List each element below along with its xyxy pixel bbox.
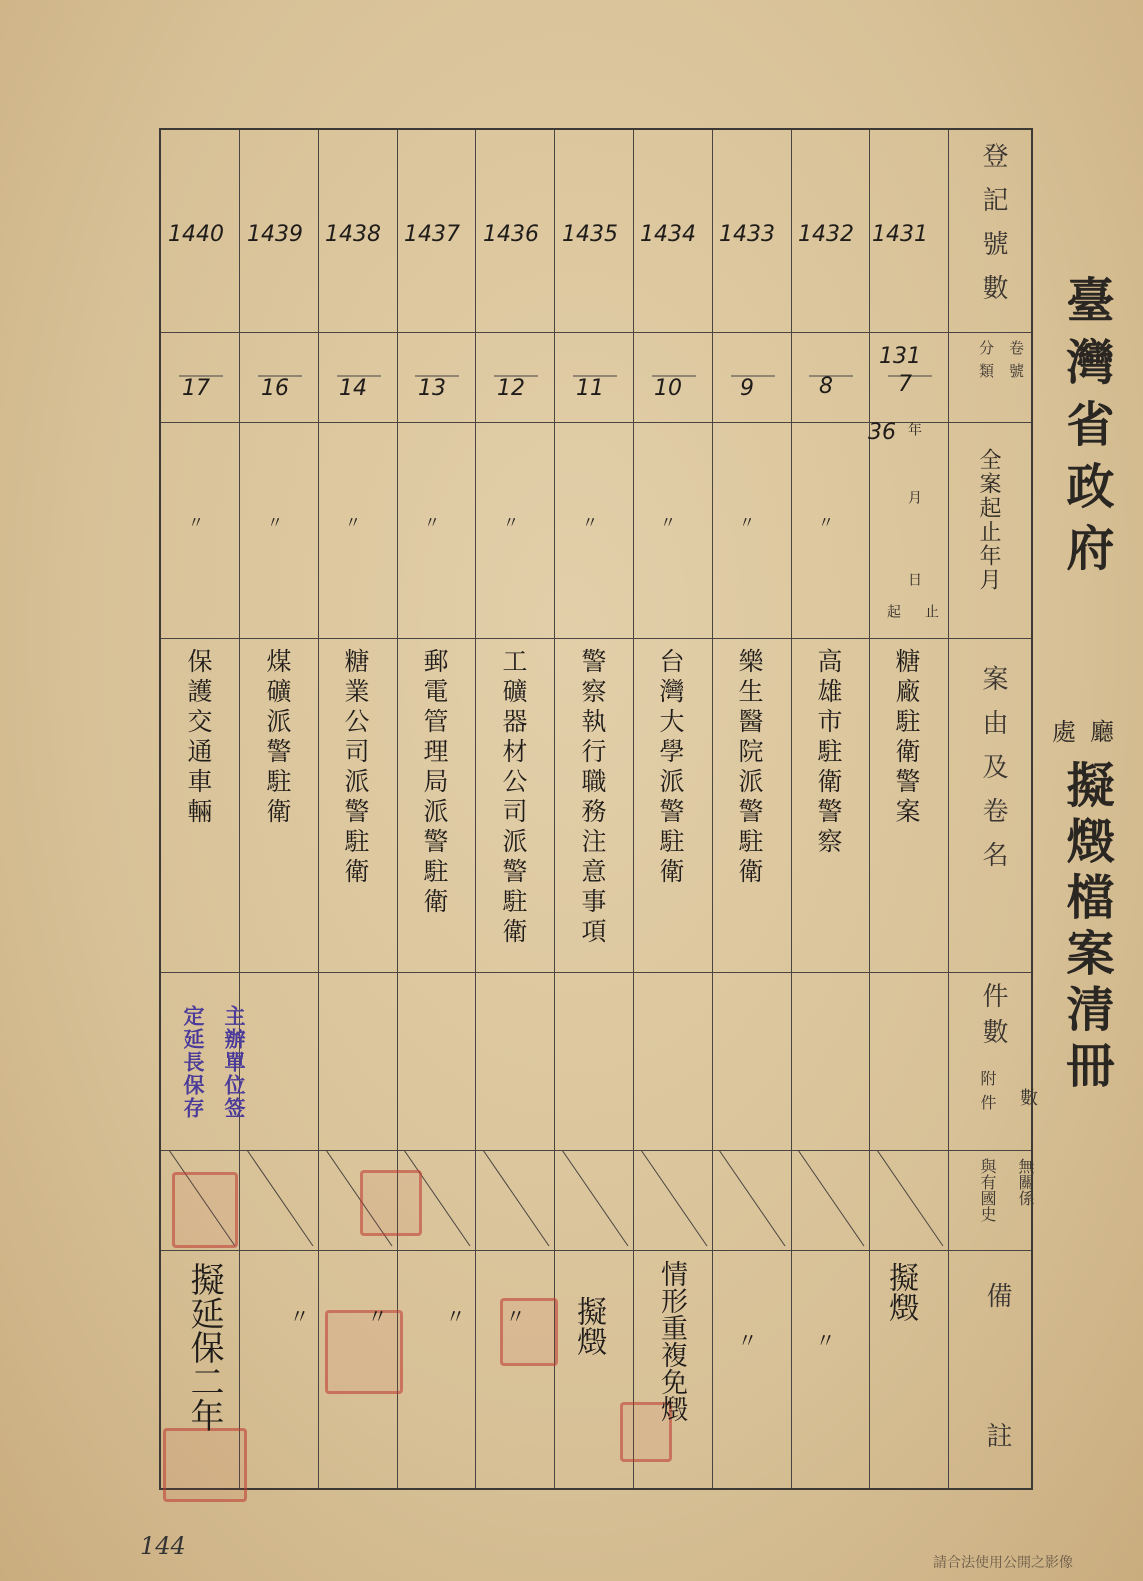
category-3: 9 bbox=[740, 376, 754, 401]
reg-no-1432: 1432 bbox=[798, 222, 854, 247]
remark-2: 〃 bbox=[812, 1330, 836, 1350]
header-reg-no: 登記號數 bbox=[978, 142, 1008, 318]
retention-stamp-line-1: 主辦單位签 bbox=[222, 1005, 247, 1120]
col-line bbox=[633, 130, 634, 1488]
remark-10: 擬延保二年 bbox=[184, 1262, 224, 1432]
remark-7: 〃 bbox=[442, 1306, 466, 1326]
period-year-label: 年 bbox=[906, 422, 922, 436]
category-4: 10 bbox=[654, 376, 682, 401]
row-line bbox=[161, 1250, 1031, 1251]
col-line bbox=[791, 130, 792, 1488]
ditto-mark: 〃 bbox=[344, 513, 362, 532]
reg-no-1433: 1433 bbox=[719, 222, 775, 247]
category-1: 7 bbox=[898, 372, 912, 397]
reg-no-1434: 1434 bbox=[640, 222, 696, 247]
remark-9: 〃 bbox=[286, 1306, 310, 1326]
case-title-8: 糖業公司派警駐衛 bbox=[341, 648, 370, 888]
header-relation-1: 無關係 bbox=[1016, 1158, 1035, 1206]
header-category: 分類 bbox=[977, 340, 995, 386]
case-title-1: 糖廠駐衛警案 bbox=[892, 648, 921, 828]
category-10: 17 bbox=[182, 376, 210, 401]
dept-suffix-chu: 處 bbox=[1052, 718, 1076, 746]
red-seal bbox=[360, 1170, 422, 1236]
remark-1: 擬燬 bbox=[883, 1262, 918, 1322]
header-file-no: 卷號 bbox=[1007, 340, 1025, 386]
case-title-9: 煤礦派警駐衛 bbox=[263, 648, 292, 828]
ditto-mark: 〃 bbox=[817, 513, 835, 532]
category-8: 14 bbox=[339, 376, 367, 401]
period-start-label: 起 bbox=[885, 604, 901, 618]
remark-8: 〃 bbox=[364, 1306, 388, 1326]
header-count: 件數 bbox=[978, 982, 1008, 1054]
header-relation-2: 與有國史 bbox=[978, 1158, 997, 1222]
document-title-sub: 擬燬檔案清冊 bbox=[1058, 760, 1114, 1096]
row-line bbox=[161, 972, 1031, 973]
ditto-mark: 〃 bbox=[659, 513, 677, 532]
header-period: 全案起止年月 bbox=[976, 448, 1001, 592]
col-line bbox=[712, 130, 713, 1488]
remark-5: 擬燬 bbox=[571, 1296, 606, 1356]
case-title-2: 高雄市駐衛警察 bbox=[814, 648, 843, 858]
col-line bbox=[554, 130, 555, 1488]
usage-watermark: 請合法使用公開之影像 bbox=[933, 1555, 1073, 1571]
category-6: 12 bbox=[497, 376, 525, 401]
retention-stamp-line-2: 定延長保存 bbox=[181, 1005, 206, 1120]
ditto-mark: 〃 bbox=[423, 513, 441, 532]
ditto-mark: 〃 bbox=[502, 513, 520, 532]
col-line bbox=[475, 130, 476, 1488]
category-7: 13 bbox=[418, 376, 446, 401]
reg-no-1431: 1431 bbox=[872, 222, 928, 247]
dept-suffix-ting: 廳 bbox=[1090, 718, 1114, 746]
remark-4: 情形重複免燬 bbox=[656, 1260, 687, 1422]
year-36: 36 bbox=[868, 420, 896, 445]
header-attach-count: 數 bbox=[1017, 1088, 1038, 1106]
reg-no-1439: 1439 bbox=[247, 222, 303, 247]
col-line bbox=[948, 130, 949, 1488]
case-title-4: 台灣大學派警駐衛 bbox=[656, 648, 685, 888]
header-attach: 附件 bbox=[978, 1070, 997, 1118]
case-title-5: 警察執行職務注意事項 bbox=[578, 648, 607, 948]
ditto-mark: 〃 bbox=[266, 513, 284, 532]
col-line bbox=[318, 130, 319, 1488]
period-day-label: 日 bbox=[906, 572, 922, 586]
header-case-title: 案由及卷名 bbox=[978, 665, 1008, 885]
remark-6: 〃 bbox=[502, 1306, 526, 1326]
category-2: 8 bbox=[819, 374, 833, 399]
reg-no-1438: 1438 bbox=[325, 222, 381, 247]
page-number: 144 bbox=[140, 1532, 186, 1560]
reg-no-1436: 1436 bbox=[483, 222, 539, 247]
category-9: 16 bbox=[261, 376, 289, 401]
period-month-label: 月 bbox=[906, 490, 922, 504]
row-line bbox=[161, 332, 1031, 333]
remark-3: 〃 bbox=[734, 1330, 758, 1350]
document-title-main: 臺灣省政府 bbox=[1058, 275, 1114, 585]
ditto-mark: 〃 bbox=[581, 513, 599, 532]
relation-strikes bbox=[161, 1150, 1031, 1250]
case-title-3: 樂生醫院派警駐衛 bbox=[735, 648, 764, 888]
case-title-7: 郵電管理局派警駐衛 bbox=[420, 648, 449, 918]
col-line bbox=[397, 130, 398, 1488]
header-remarks-bottom: 註 bbox=[982, 1422, 1012, 1466]
case-title-10: 保護交通車輛 bbox=[184, 648, 213, 828]
case-title-6: 工礦器材公司派警駐衛 bbox=[499, 648, 528, 948]
period-end-label: 止 bbox=[923, 604, 939, 618]
row-line bbox=[161, 638, 1031, 639]
reg-no-1440: 1440 bbox=[168, 222, 224, 247]
row-line bbox=[161, 422, 1031, 423]
red-seal bbox=[163, 1428, 247, 1502]
reg-no-1437: 1437 bbox=[404, 222, 460, 247]
col-line bbox=[869, 130, 870, 1488]
col-line bbox=[239, 130, 240, 1488]
header-remarks-top: 備 bbox=[982, 1282, 1012, 1326]
file-no-131: 131 bbox=[879, 344, 921, 369]
reg-no-1435: 1435 bbox=[562, 222, 618, 247]
ditto-mark: 〃 bbox=[738, 513, 756, 532]
category-5: 11 bbox=[576, 376, 604, 401]
ditto-mark: 〃 bbox=[187, 513, 205, 532]
red-seal bbox=[172, 1172, 238, 1248]
